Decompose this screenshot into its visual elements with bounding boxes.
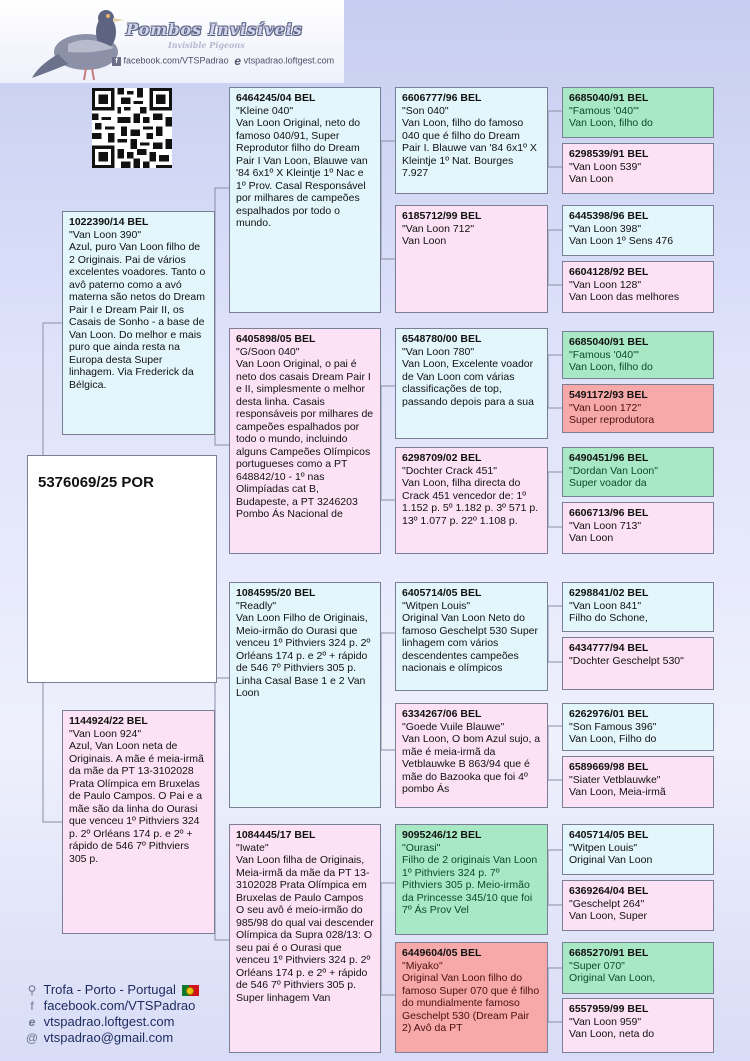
gen3-name: "Van Loon 780" [402,345,475,358]
gen4-name: "Siater Vetblauwke" [569,773,661,786]
header-banner [0,0,344,83]
gen2-name: "Readly" [236,599,277,612]
footer-website-link[interactable]: vtspadrao.loftgest.com [43,1014,175,1029]
gen4-name: "Geschelpt 264" [569,897,645,910]
gen4-box-11[interactable] [562,703,714,751]
gen4-box-13[interactable] [562,824,714,875]
gen3-description: Original Van Loon filho do famoso Super 070 que é filho do mundialmente famoso Geschelpt 530 (Dream Pair 2) Avô da PT [402,972,540,1034]
gen2-name: "Iwate" [236,841,269,854]
header-facebook-link[interactable]: facebook.com/VTSPadrao [123,55,229,66]
gen4-ring-id: 6298539/91 BEL [569,148,649,160]
gen4-box-1[interactable] [562,87,714,138]
portugal-flag-icon [182,985,199,996]
gen3-name: "Witpen Louis" [402,599,471,612]
gen4-box-5[interactable] [562,331,714,379]
subject-pigeon-box[interactable] [27,455,217,683]
gen4-box-12[interactable] [562,756,714,808]
gen3-box-3[interactable] [395,328,548,439]
gen4-name: "Dochter Geschelpt 530" [569,654,684,667]
gen3-ring-id: 6548780/00 BEL [402,333,482,345]
sire-description: Azul, puro Van Loon filho de 2 Originais. Pai de vários excelentes voadores. Tanto o avô paterno como a avó materna são netos do Dream Pair I e Dream Pair II, os Casais de Sonho - a base de Van Loon. Do melhor e mais puro que ainda resta na Europa desta Super linhagem. Via Frederick da Bélgica. [69,241,206,391]
gen4-ring-id: 6685040/91 BEL [569,336,649,348]
gen4-description: Van Loon, Meia-irmã [569,786,666,798]
gen4-name: "Van Loon 539" [569,160,642,173]
gen3-description: Van Loon, filha directa do Crack 451 vencedor de: 1º 1.152 p. 5º 1.182 p. 3º 571 p. 13º 1.077 p. 22º 1.108 p. [402,477,539,527]
gen4-ring-id: 6685040/91 BEL [569,92,649,104]
gen2-ring-id: 1084595/20 BEL [236,587,316,599]
gen4-name: "Super 070" [569,959,625,972]
footer-location: Trofa - Porto - Portugal [43,982,176,997]
gen3-description: Van Loon, Excelente voador de Van Loon com várias classificações de top, passando depois para a sua [402,358,534,408]
gen4-ring-id: 6262976/01 BEL [569,708,649,720]
qr-code-icon[interactable] [92,88,172,168]
gen4-name: "Van Loon 398" [569,222,642,235]
footer-location-row [24,982,199,998]
gen4-ring-id: 6604128/92 BEL [569,266,649,278]
gen4-box-14[interactable] [562,880,714,931]
gen4-name: "Van Loon 841" [569,599,642,612]
web-icon: e [231,54,242,68]
gen3-description: Van Loon, O bom Azul sujo, a mãe é meia-irmã da Vetblauwke B 863/94 que é mãe do Bazooka que foi 4º pombo Ás [402,733,541,795]
gen4-name: "Van Loon 713" [569,519,642,532]
logo-subtitle: Invisible Pigeons [168,40,245,50]
location-icon: ⚲ [27,983,37,997]
gen4-description: Van Loon [569,532,614,544]
gen4-description: Van Loon, Filho do [569,733,657,745]
gen4-ring-id: 6369264/04 BEL [569,885,649,897]
dam-box[interactable] [62,710,215,934]
dam-description: Azul, Van Loon neta de Originais. A mãe é meia-irmã da mãe da PT 13-3102028 Prata Olímpica em Bruxelas de Paulo Campos. O Pai e a mãe são da linha do Ourasi que venceu 1º Pithviers 324 p. 2º Orléans 174 p. e 2º + rápido de 546 7º Pithviers 305 p. [69,740,204,865]
gen4-name: "Famous '040'" [569,104,639,117]
gen4-ring-id: 5491172/93 BEL [569,389,648,401]
facebook-icon: f [30,999,34,1013]
gen4-ring-id: 6490451/96 BEL [569,452,649,464]
gen3-ring-id: 6405714/05 BEL [402,587,482,599]
gen4-name: "Witpen Louis" [569,841,638,854]
header-website-link[interactable]: vtspadrao.loftgest.com [243,55,335,66]
gen2-description: Van Loon Filho de Originais, Meio-irmão do Ourasi que venceu 1º Pithviers 324 p. 2º Orléans 174 p. e 2º + rápido de 546 7º Pithviers 305 p. Linha Casal Base 1 e 2 Van Loon [236,612,371,699]
gen4-ring-id: 6405714/05 BEL [569,829,649,841]
gen4-description: Super voador da [569,477,647,489]
gen4-ring-id: 6589669/98 BEL [569,761,649,773]
sire-ring-id: 1022390/14 BEL [69,216,149,228]
gen3-box-5[interactable] [395,582,548,691]
gen3-name: "Ourasi" [402,841,441,854]
gen3-name: "Dochter Crack 451" [402,464,497,477]
sire-box[interactable] [62,211,215,435]
gen3-ring-id: 6606777/96 BEL [402,92,482,104]
gen4-description: Van Loon, filho do [569,117,653,129]
web-icon: e [28,1015,36,1029]
gen2-box-1[interactable] [229,87,381,313]
gen3-box-2[interactable] [395,205,548,313]
gen4-ring-id: 6445398/96 BEL [569,210,649,222]
gen3-name: "Son 040" [402,104,449,117]
dam-ring-id: 1144924/22 BEL [69,715,148,727]
gen4-box-7[interactable] [562,447,714,497]
sire-name: "Van Loon 390" [69,228,142,241]
footer-email-row [24,1030,199,1046]
gen3-box-4[interactable] [395,447,548,554]
gen2-name: "Kleine 040" [236,104,294,117]
gen3-ring-id: 6449604/05 BEL [402,947,482,959]
gen2-ring-id: 6405898/05 BEL [236,333,316,345]
gen4-description: Van Loon das melhores [569,291,680,303]
gen4-box-9[interactable] [562,582,714,632]
gen4-box-3[interactable] [562,205,714,256]
gen4-name: "Van Loon 128" [569,278,642,291]
email-icon: @ [25,1031,39,1045]
gen3-name: "Miyako" [402,959,443,972]
gen2-ring-id: 1084445/17 BEL [236,829,316,841]
dam-name: "Van Loon 924" [69,727,142,740]
gen3-name: "Van Loon 712" [402,222,475,235]
gen4-name: "Dordan Van Loon" [569,464,658,477]
gen4-box-6[interactable] [562,384,714,433]
gen3-ring-id: 6185712/99 BEL [402,210,482,222]
footer-email-link[interactable]: vtspadrao@gmail.com [43,1030,174,1045]
gen2-box-3[interactable] [229,582,381,808]
gen3-box-7[interactable] [395,824,548,935]
gen4-description: Van Loon, filho do [569,361,653,373]
gen3-ring-id: 9095246/12 BEL [402,829,482,841]
gen4-description: Van Loon, neta do [569,1028,655,1040]
subject-ring-id: 5376069/25 POR [38,474,154,491]
footer-facebook-row [24,998,199,1014]
gen4-box-15[interactable] [562,942,714,994]
gen2-description: Van Loon filha de Originais, Meia-irmã da mãe da PT 13-3102028 Prata Olímpica em Bruxelas de Paulo Campos O seu avô é meio-irmão do 985/98 do qual vai descender Olímpica da Supra 028/13: O seu pai é o Ourasi que venceu 1º Pithviers 324 p. 2º Orléans 174 p. e 2º + rápido de 546 7º Pithviers 305 p. Super linhagem Van [236,854,374,1004]
gen4-name: "Van Loon 959" [569,1015,642,1028]
footer-contacts [24,982,199,1046]
gen4-description: Van Loon 1º Sens 476 [569,235,674,247]
gen4-ring-id: 6606713/96 BEL [569,507,649,519]
gen3-description: Van Loon, filho do famoso 040 que é filho do Dream Pair I. Blauwe van '84 6x1º X Kleintje 1º Nat. Bourges 7.927 [402,117,537,179]
footer-website-row [24,1014,199,1030]
gen4-ring-id: 6434777/94 BEL [569,642,649,654]
gen4-description: Van Loon [569,173,614,185]
gen2-box-4[interactable] [229,824,381,1053]
gen2-description: Van Loon Original, o pai é neto dos casais Dream Pair I e II, simplesmente o melhor desta linha. Casais responsáveis por milhares de campeões espalhados por todo o mundo, incluindo alguns Campeões Olímpicos portugueses como a PT 648842/10 - 1º nas Olimpíadas cat B, Budapeste, a PT 3246203 Pombo Ás Nacional de [236,358,374,520]
gen4-name: "Famous '040'" [569,348,639,361]
gen2-description: Van Loon Original, neto do famoso 040/91, Super Reprodutor filho do Dream Pair I Van Loon, Blauwe van '84 6x1º X Kleintje 1º Nac e 1º Prov. Casal Responsável por milhares de campeões espalhados por todo o mundo. [236,117,368,229]
gen4-box-16[interactable] [562,998,714,1053]
gen4-name: "Van Loon 172" [569,401,642,414]
gen2-box-2[interactable] [229,328,381,554]
gen3-box-8[interactable] [395,942,548,1053]
gen4-description: Filho do Schone, [569,612,648,624]
gen3-description: Original Van Loon Neto do famoso Geschelpt 530 Super linhagem com vários descendentes campeões nacionais e olímpicos [402,612,538,674]
gen4-description: Original Van Loon, [569,972,656,984]
gen4-ring-id: 6557959/99 BEL [569,1003,649,1015]
gen3-name: "Goede Vuile Blauwe" [402,720,505,733]
gen4-ring-id: 6298841/02 BEL [569,587,649,599]
gen2-name: "G/Soon 040" [236,345,300,358]
footer-facebook-link[interactable]: facebook.com/VTSPadrao [43,998,196,1013]
header-links [112,54,334,68]
gen3-ring-id: 6334267/06 BEL [402,708,482,720]
gen4-box-10[interactable] [562,637,714,690]
gen3-description: Filho de 2 originais Van Loon 1º Pithviers 324 p. 7º Pithviers 305 p. Meio-irmão da Princesse 345/10 que foi 7º Ás Prov Vel [402,854,538,916]
gen4-box-4[interactable] [562,261,714,313]
logo-title: Pombos Invisíveis [126,20,303,39]
facebook-icon: f [112,57,121,66]
gen3-ring-id: 6298709/02 BEL [402,452,482,464]
gen4-ring-id: 6685270/91 BEL [569,947,649,959]
gen4-description: Van Loon, Super [569,910,648,922]
gen3-description: Van Loon [402,235,447,247]
gen3-box-1[interactable] [395,87,548,194]
gen4-box-2[interactable] [562,143,714,194]
gen4-name: "Son Famous 396" [569,720,657,733]
gen4-description: Super reprodutora [569,414,655,426]
gen2-ring-id: 6464245/04 BEL [236,92,316,104]
pigeon-logo-icon [28,4,138,84]
gen4-description: Original Van Loon [569,854,653,866]
gen3-box-6[interactable] [395,703,548,808]
gen4-box-8[interactable] [562,502,714,554]
